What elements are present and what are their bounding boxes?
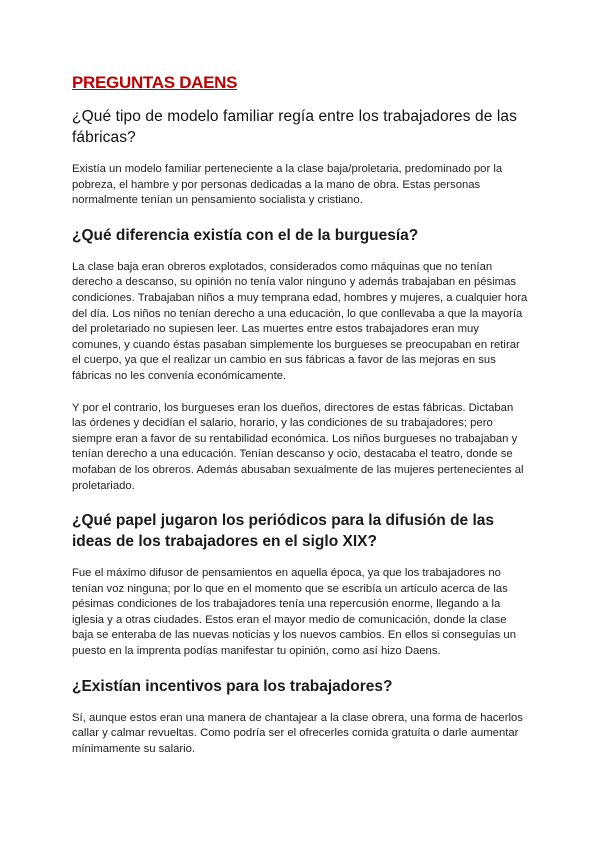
section-2 [72,225,530,494]
section-3 [72,510,530,660]
section-question: ¿Existían incentivos para los trabajadores? [72,677,393,695]
section-question: ¿Qué tipo de modelo familiar regía entre los trabajadores de las fábricas? [72,108,517,146]
section-paragraph: Sí, aunque estos eran una manera de chantajear a la clase obrera, una forma de hacerlos callar y calmar revueltas. Como podría ser el ofrecerles comida gratuíta o darle aumentar mínimamente su salario. [72,711,523,755]
section-4 [72,676,530,758]
section-paragraph: La clase baja eran obreros explotados, considerados como máquinas que no tenían derecho a descanso, su opinión no tenía valor ninguno y además trabajaban en pésimas condiciones. Trabajaban niños a muy temprana edad, hombres y mujeres, a cualquier hora del día. Los niños no tenían derecho a una educación, lo que conllevaba a que la mayoría del proletariado no supiesen leer. Las muertes entre estos trabajadores eran muy comunes, y cuando éstas pasaban simplemente los burgueses se preocupaban en retirar el cuerpo, ya que el realizar un cambio en sus fábricas a favor de las mejoras en sus fábricas no les convenía económicamente. [72,260,528,382]
section-question: ¿Qué papel jugaron los periódicos para la difusión de las ideas de los trabajadores en el siglo XIX? [72,512,495,551]
section-paragraph: Fue el máximo difusor de pensamientos en aquella época, ya que los trabajadores no tenían voz ninguna; por lo que en el momento que se escribía un artículo acerca de las pésimas condiciones de los trabajadores tenía una repercusión enorme, llegando a la iglesia y a otras ciudades. Estos eran el mayor medio de comunicación, donde la clase baja se enteraba de las nuevas noticias y los nuevos cambios. En ellos si conseguías un puesto en la imprenta podías manifestar tu opinión, como así hizo Daens. [72,567,516,658]
section-paragraph: Existía un modelo familiar perteneciente a la clase baja/proletaria, predominado por la pobreza, el hambre y por personas dedicadas a la mano de obra. Estas personas normalmente tenían un pensamiento socialista y cristiano. [72,163,503,207]
document-title: PREGUNTAS DAENS [72,73,238,92]
section-question: ¿Qué diferencia existía con el de la burguesía? [72,226,419,244]
section-paragraph: Y por el contrario, los burgueses eran los dueños, directores de estas fábricas. Dictaban las órdenes y decidían el salario, horario, y las condiciones de su trabajadores; pero siempre eran a favor de su rentabilidad económica. Los niños burgueses no trabajaban y tenían derecho a una educación. Tenían descanso y ocio, destacaba el teatro, donde se mofaban de los obreros. Además abusaban sexualmente de las mujeres pertenecientes al proletariado. [72,401,524,492]
section-1 [72,106,530,209]
